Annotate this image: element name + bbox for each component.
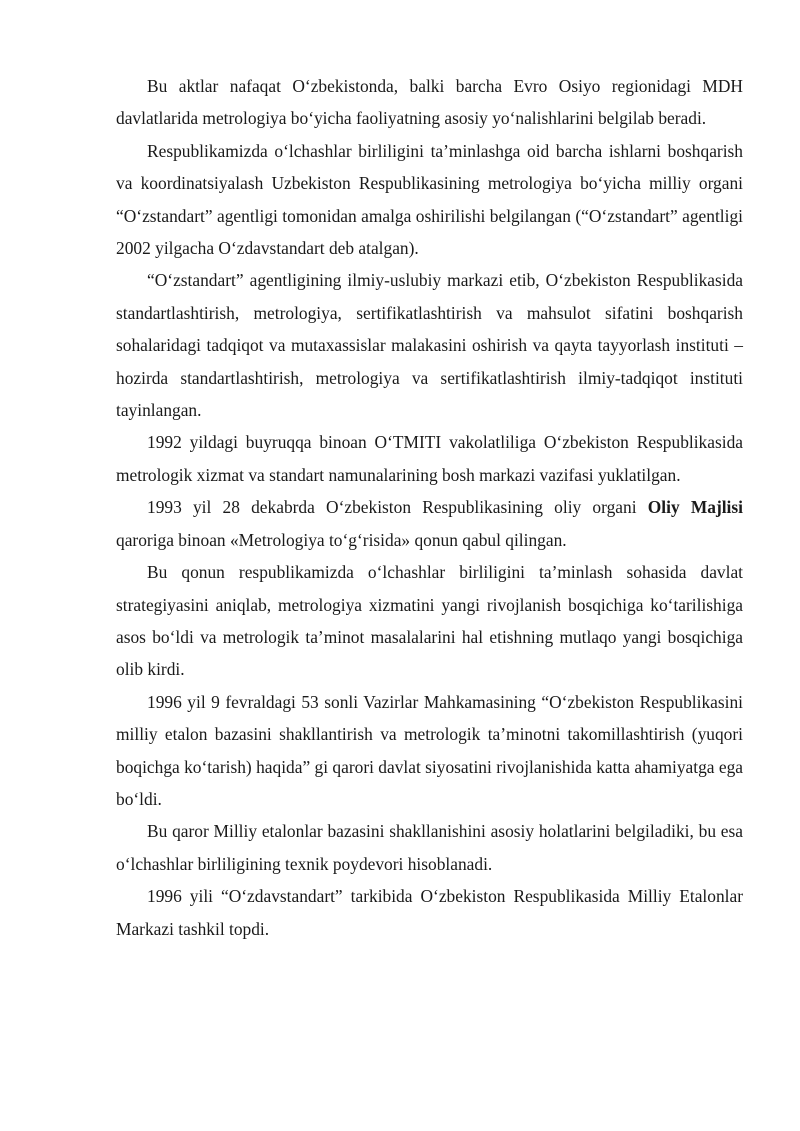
paragraph-5-text-after: qaroriga binoan «Metrologiya to‘g‘risida» qonun qabul qilingan. (116, 529, 567, 550)
paragraph-1: Bu aktlar nafaqat O‘zbekistonda, balki barcha Evro Osiyo regionidagi MDH davlatlarida metrologiya bo‘yicha faoliyatning asosiy yo‘nalishlarini belgilab beradi. (116, 76, 743, 129)
paragraph-3: “O‘zstandart” agentligining ilmiy-uslubiy markazi etib, O‘zbekiston Respublikasida standartlashtirish, metrologiya, sertifikatlashtirish va mahsulot sifatini boshqarish sohalaridagi tadqiqot va mutaxassislar malakasini oshirish va qayta tayyorlash instituti – hozirda standartlashtirish, metrologiya va sertifikatlashtirish ilmiy-tadqiqot instituti tayinlangan. (116, 270, 743, 421)
document-page (116, 70, 743, 945)
paragraph-2: Respublikamizda o‘lchashlar birliligini ta’minlashga oid barcha ishlarni boshqarish va koordinatsiyalash Uzbekiston Respublikasining metrologiya bo‘yicha milliy organi “O‘zstandart” agentligi tomonidan amalga oshirilishi belgilangan (“O‘zstandart” agentligi 2002 yilgacha O‘zdavstandart deb atalgan). (116, 140, 743, 259)
paragraph-5 (116, 491, 743, 556)
paragraph-5-text-before: 1993 yil 28 dekabrda O‘zbekiston Respublikasining oliy organi (147, 497, 648, 518)
paragraph-7: 1996 yil 9 fevraldagi 53 sonli Vazirlar Mahkamasining “O‘zbekiston Respublikasini milliy etalon bazasini shakllantirish va metrologik ta’minotni takomillashtirish (yuqori boqichga ko‘tarish) haqida” gi qarori davlat siyosatini rivojlanishida katta ahamiyatga ega bo‘ldi. (116, 691, 743, 809)
paragraph-9: 1996 yili “O‘zdavstandart” tarkibida O‘zbekiston Respublikasida Milliy Etalonlar Markazi tashkil topdi. (116, 886, 743, 939)
paragraph-8: Bu qaror Milliy etalonlar bazasini shakllanishini asosiy holatlarini belgiladiki, bu esa o‘lchashlar birliligining texnik poydevori hisoblanadi. (116, 821, 743, 874)
paragraph-4: 1992 yildagi buyruqqa binoan O‘TMITI vakolatliliga O‘zbekiston Respublikasida metrologik xizmat va standart namunalarining bosh markazi vazifasi yuklatilgan. (116, 432, 743, 485)
paragraph-5-bold-term: Oliy Majlisi (647, 497, 743, 518)
paragraph-6: Bu qonun respublikamizda o‘lchashlar birliligini ta’minlash sohasida davlat strategiyasini aniqlab, metrologiya xizmatini yangi rivojlanish bosqichiga ko‘tarilishiga asos bo‘ldi va metrologik ta’minot masalalarini hal etishning mutlaqo yangi bosqichiga olib kirdi. (116, 562, 743, 680)
